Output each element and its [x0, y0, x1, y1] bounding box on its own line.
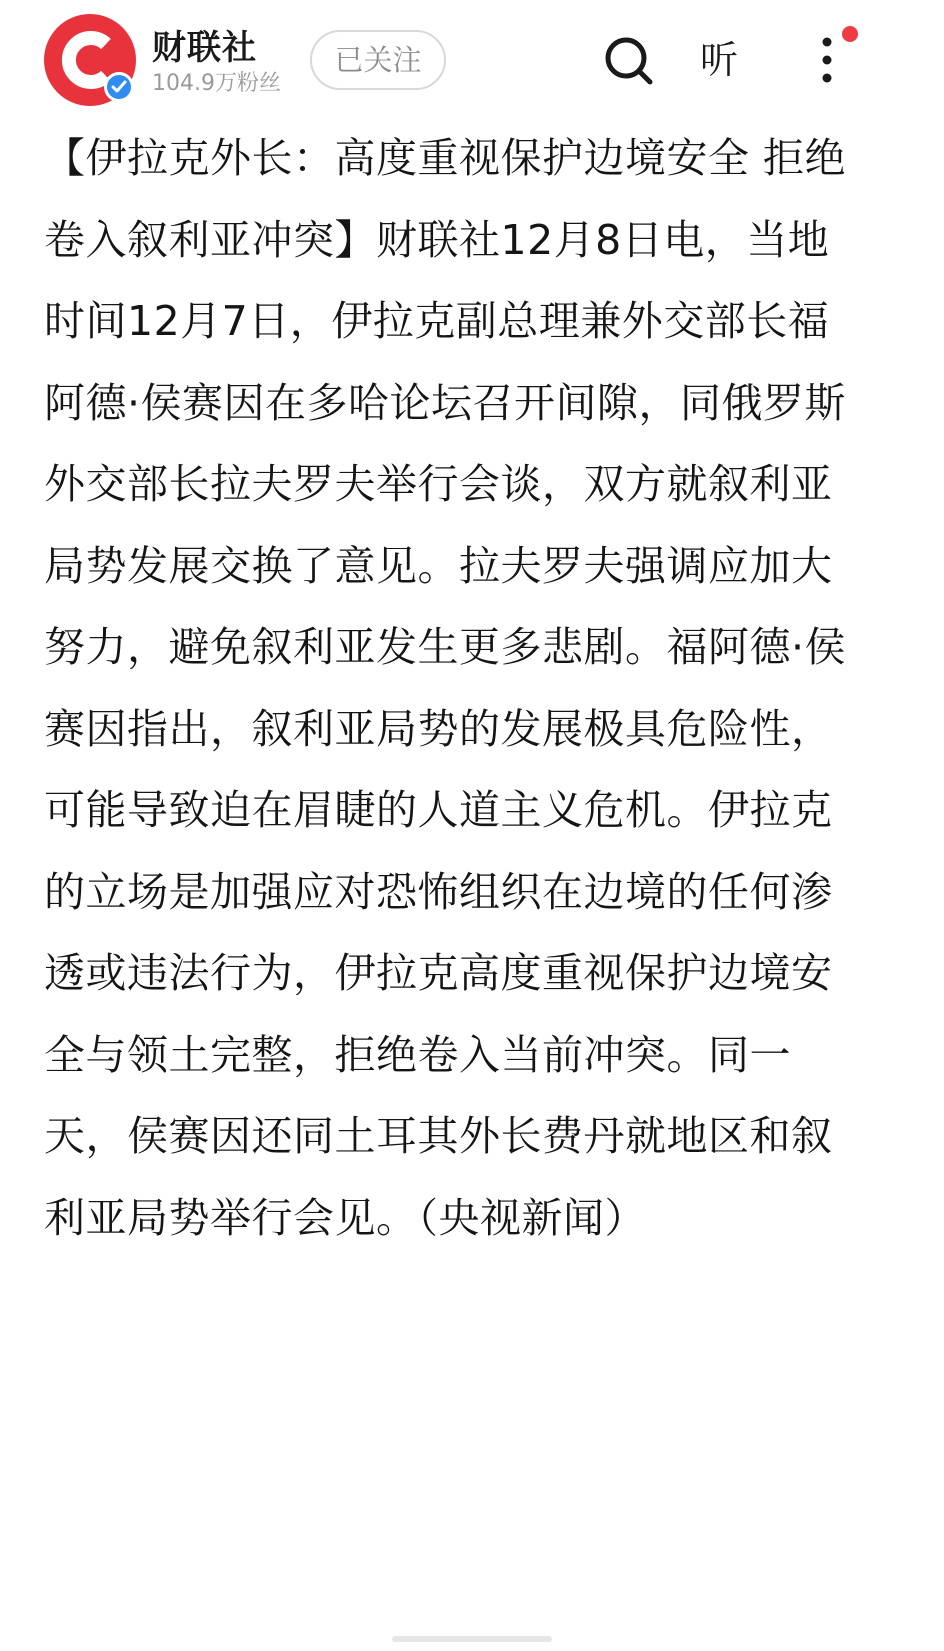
account-name[interactable]: 财联社: [152, 28, 257, 68]
home-indicator: [0, 1606, 944, 1651]
follower-count: 104.9万粉丝: [152, 71, 281, 96]
more-icon[interactable]: [812, 32, 842, 92]
verified-icon: [104, 72, 134, 102]
home-indicator-bar[interactable]: [392, 1636, 552, 1642]
account-header: [0, 0, 944, 120]
article-body: 【伊拉克外长：高度重视保护边境安全 拒绝卷入叙利亚冲突】财联社12月8日电，当地时间12月7日，伊拉克副总理兼外交部长福阿德·侯赛因在多哈论坛召开间隙，同俄罗斯外交部长拉夫罗夫举行会谈，双方就叙利亚局势发展交换了意见。拉夫罗夫强调应加大努力，避免叙利亚发生更多悲剧。福阿德·侯赛因指出，叙利亚局势的发展极具危险性，可能导致迫在眉睫的人道主义危机。伊拉克的立场是加强应对恐怖组织在边境的任何渗透或违法行为，伊拉克高度重视保护边境安全与领土完整，拒绝卷入当前冲突。同一天，侯赛因还同土耳其外长费丹就地区和叙利亚局势举行会见。（央视新闻）: [44, 134, 847, 1242]
follow-button[interactable]: 已关注: [310, 30, 446, 90]
notification-dot: [842, 26, 858, 42]
listen-button[interactable]: 听: [700, 38, 739, 82]
search-icon[interactable]: [602, 34, 658, 90]
